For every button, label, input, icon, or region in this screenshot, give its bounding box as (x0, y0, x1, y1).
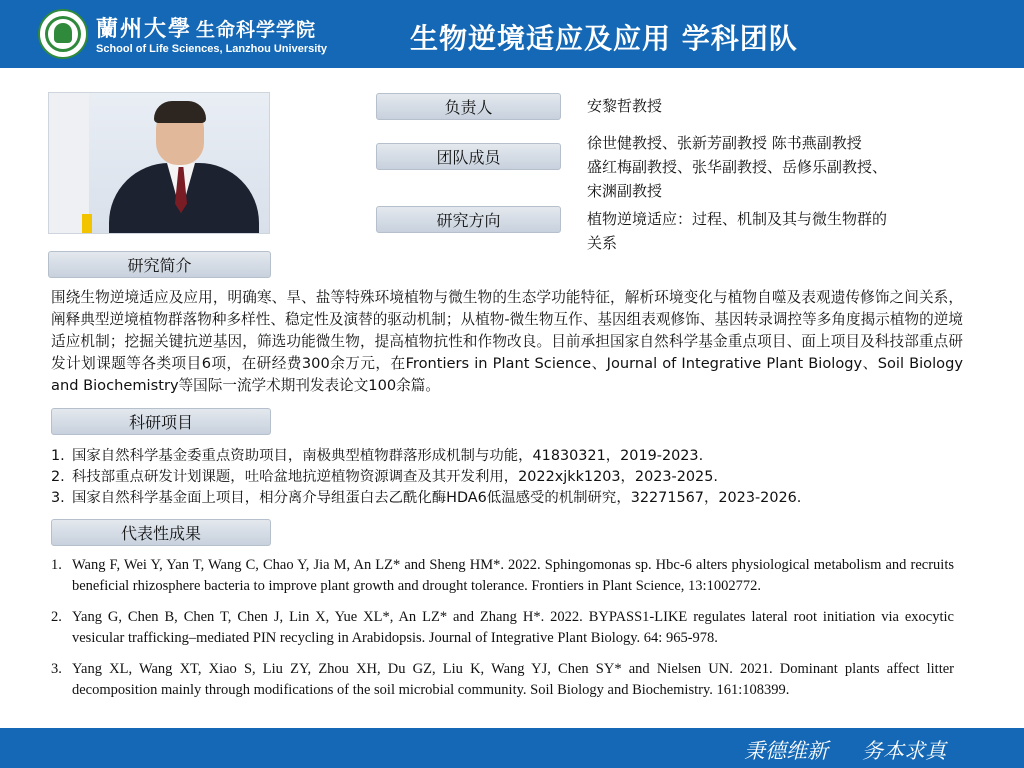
university-motto (744, 735, 946, 765)
paper-text: Yang G, Chen B, Chen T, Chen J, Lin X, Yue XL*, An LZ* and Zhang H*. 2022. BYPASS1-LIKE regulates lateral root initiation via exocytic vesicular trafficking–mediated PIN recycling in Arabidopsis. Journal of Integrative Plant Biology. 64: 965-978. (72, 609, 954, 646)
project-text: 科技部重点研发计划课题，吐哈盆地抗逆植物资源调查及其开发利用，2022xjkk1203，2023-2025. (72, 469, 718, 485)
photo-marker (82, 214, 92, 233)
paper-item (51, 659, 954, 701)
members-line: 宋渊副教授 (587, 182, 663, 200)
projects-label: 科研项目 (51, 408, 271, 435)
achievements-list (51, 555, 954, 711)
motto-part: 务本求真 (862, 739, 946, 763)
members-line: 徐世健教授、张新芳副教授 陈书燕副教授 (587, 134, 862, 152)
projects-list (51, 446, 981, 509)
paper-text: Yang XL, Wang XT, Xiao S, Liu ZY, Zhou XH, Du GZ, Liu K, Wang YJ, Chen SY* and Nielsen UN. 2021. Dominant plants affect litter decomposition mainly through modifications of the soil microbial community. Soil Biology and Biochemistry. 161:108399. (72, 661, 954, 698)
project-text: 国家自然科学基金面上项目，相分离介导组蛋白去乙酰化酶HDA6低温感受的机制研究，32271567，2023-2026. (72, 490, 802, 506)
paper-text: Wang F, Wei Y, Yan T, Wang C, Chao Y, Jia M, An LZ* and Sheng HM*. 2022. Sphingomonas sp. Hbc-6 alters physiological metabolism and recruits beneficial rhizosphere bacteria to improve plant growth and drought tolerance. Frontiers in Plant Science, 13:1002772. (72, 557, 954, 594)
paper-item (51, 555, 954, 597)
achievements-label: 代表性成果 (51, 519, 271, 546)
intro-label: 研究简介 (48, 251, 271, 278)
paper-item (51, 607, 954, 649)
leader-label: 负责人 (376, 93, 561, 120)
direction-label: 研究方向 (376, 206, 561, 233)
university-name: 蘭州大學 (96, 16, 193, 42)
project-number: 2. (51, 469, 65, 485)
project-number: 3. (51, 490, 65, 506)
members-line: 盛红梅副教授、张华副教授、岳修乐副教授、 (587, 158, 888, 176)
members-value (587, 131, 887, 203)
members-label: 团队成员 (376, 143, 561, 170)
project-number: 1. (51, 448, 65, 464)
paper-number: 3. (51, 661, 62, 677)
leader-photo (48, 92, 270, 234)
motto-part: 秉德维新 (744, 739, 828, 763)
paper-number: 1. (51, 557, 62, 573)
university-emblem-icon (38, 9, 88, 59)
project-item (51, 446, 981, 467)
university-logo-cn (96, 12, 316, 43)
school-name: 生命科学学院 (196, 19, 317, 41)
direction-line: 植物逆境适应：过程、机制及其与微生物群的 (587, 210, 888, 228)
project-item (51, 467, 981, 488)
direction-line: 关系 (587, 234, 618, 252)
header-bar (0, 0, 1024, 68)
university-logo-en: School of Life Sciences, Lanzhou University (96, 43, 328, 55)
intro-paragraph: 围绕生物逆境适应及应用，明确寒、旱、盐等特殊环境植物与微生物的生态学功能特征，解析环境变化与植物自噬及表观遗传修饰之间关系，阐释典型逆境植物群落物种多样性、稳定性及演替的驱动机制；从植物-微生物互作、基因组表观修饰、基因转录调控等多角度揭示植物的逆境适应机制；挖掘关键抗逆基因，筛选功能微生物，提高植物抗性和作物改良。目前承担国家自然科学基金重点项目、面上项目及科技部重点研发计划课题等各类项目6项，在研经费300余万元，在Frontiers in Plant Science、Journal of Integrative Plant Biology、Soil Biology and Biochemistry等国际一流学术期刊发表论文100余篇。 (51, 289, 963, 394)
direction-value (587, 207, 887, 255)
page-title: 生物逆境适应及应用 学科团队 (410, 22, 798, 55)
paper-number: 2. (51, 609, 62, 625)
leader-value: 安黎哲教授 (587, 97, 663, 115)
project-item (51, 488, 981, 509)
project-text: 国家自然科学基金委重点资助项目，南极典型植物群落形成机制与功能，41830321，2019-2023. (72, 448, 704, 464)
